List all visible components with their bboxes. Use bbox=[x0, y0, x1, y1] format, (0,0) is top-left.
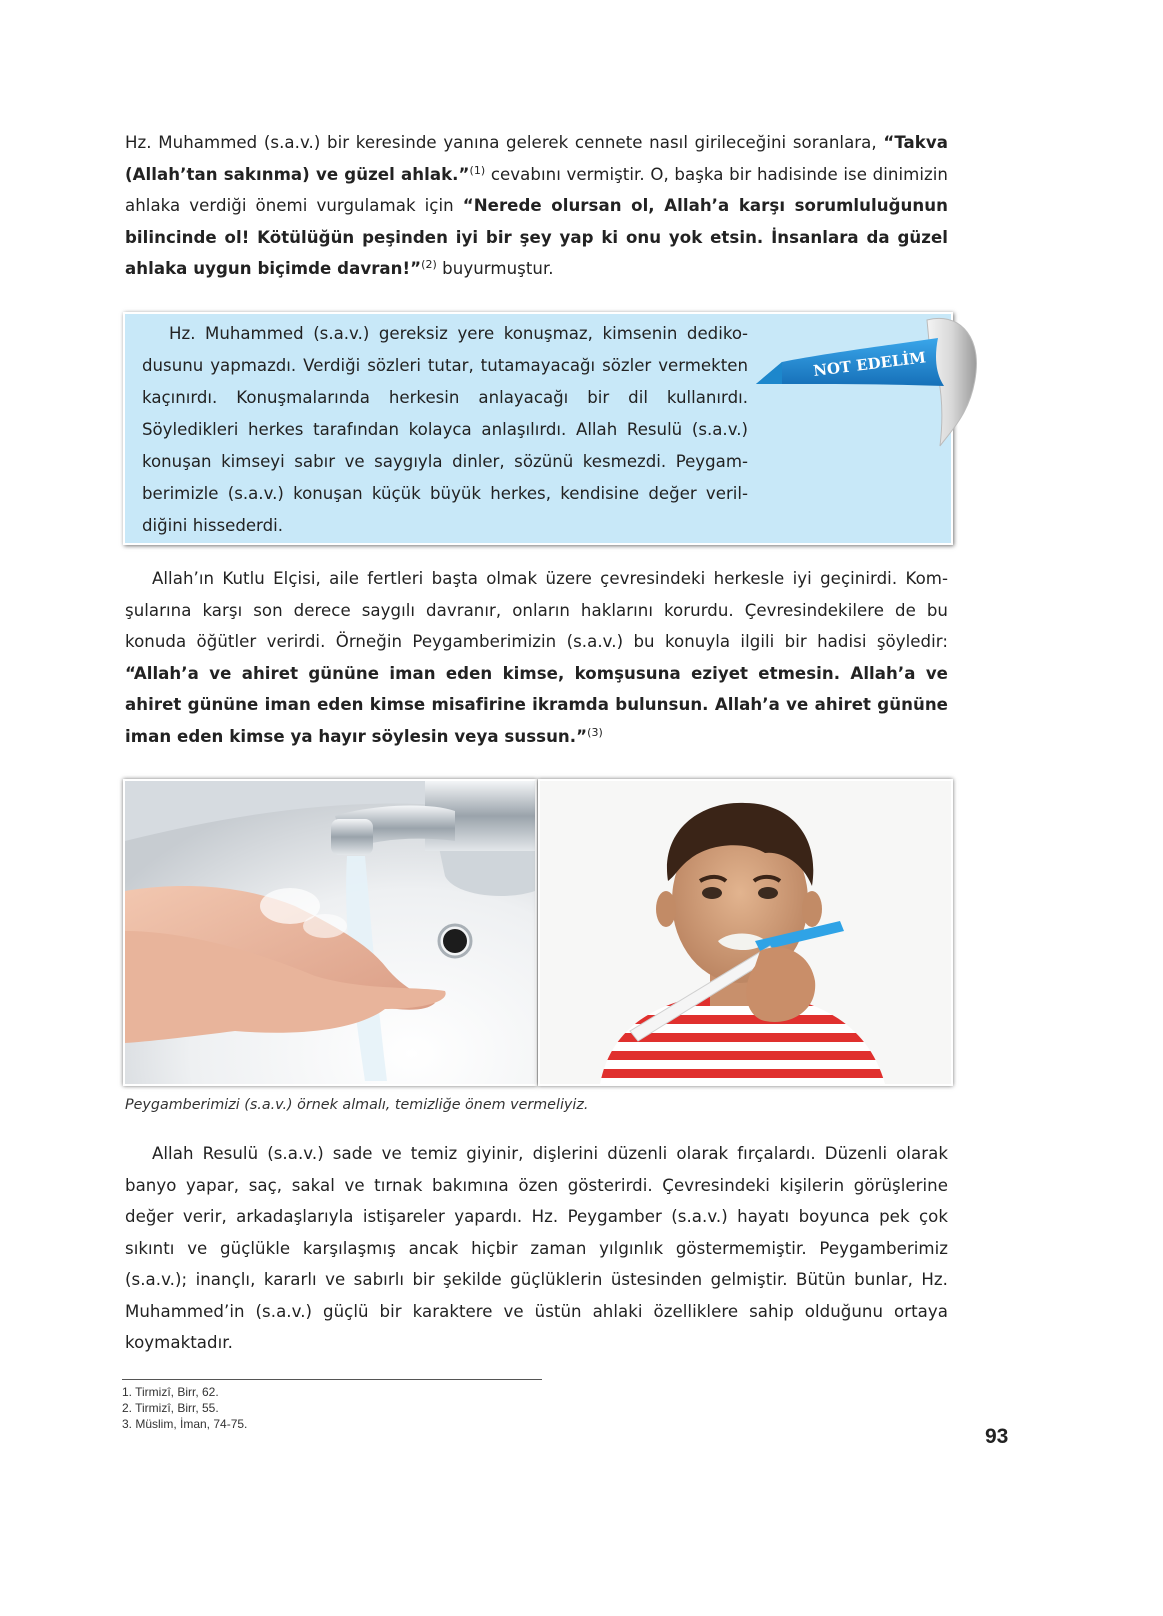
page-number: 93 bbox=[985, 1425, 1009, 1448]
footnote-ref-3: (3) bbox=[587, 725, 603, 739]
not-edelim-banner bbox=[752, 312, 982, 452]
p1-text-2: cevabını vermiştir. O, başka bir hadisinde ise dinimizin ahlaka verdiği önemi vurgulamak için bbox=[125, 164, 948, 215]
paragraph-2 bbox=[125, 563, 948, 752]
p1-text-3: buyurmuştur. bbox=[436, 259, 554, 278]
footnote-ref-1: (1) bbox=[469, 163, 486, 177]
photo-caption: Peygamberimizi (s.a.v.) örnek almalı, temizliğe önem vermeliyiz. bbox=[125, 1097, 589, 1113]
footnotes bbox=[122, 1384, 247, 1432]
footnote-2: 2. Tirmizî, Birr, 55. bbox=[122, 1401, 219, 1415]
note-text: Hz. Muhammed (s.a.v.) gereksiz yere konuşmaz, kimsenin dedikodusunu yapmazdı. Verdiği sözleri tutar, tutamayacağı sözler vermekten kaçınırdı. Konuşmalarında herkesin anlayacağı bir dil kullanırdı. Söyledikleri herkes tarafından kolayca anlaşılırdı. Allah Resulü (s.a.v.) konuşan kimseyi sabır ve saygıyla dinler, sözünü kesmezdi. Peygamberimizle (s.a.v.) konuşan küçük büyük herkes, kendisine değer verildiğini hissederdi. bbox=[142, 324, 748, 535]
paragraph-3: Allah Resulü (s.a.v.) sade ve temiz giyinir, dişlerini düzenli olarak fırçalardı. Düzenli olarak banyo yapar, saç, sakal ve tırnak bakımına özen gösterirdi. Çevresindeki kişilerin görüşlerine değer verir, arkadaşlarıyla istişareler yapardı. Hz. Peygamber (s.a.v.) hayatı boyunca pek çok sıkıntı ve güçlükle karşılaşmış ancak hiçbir zaman yılgınlık göstermemiştir. Peygamberimiz (s.a.v.); inançlı, kararlı ve sabırlı bir şekilde güçlüklerin üstesinden gelmiştir. Bütün bunlar, Hz. Muhammed’in (s.a.v.) güçlü bir karaktere ve üstün ahlaki özelliklere sahip olduğunu ortaya koymaktadır. bbox=[125, 1144, 948, 1352]
footnote-ref-2: (2) bbox=[421, 258, 437, 271]
boy-brushing-teeth-photo bbox=[538, 779, 953, 1086]
paragraph-1 bbox=[125, 127, 948, 285]
footnote-1: 1. Tirmizî, Birr, 62. bbox=[122, 1385, 219, 1399]
p2-quote-1: “Allah’a ve ahiret gününe iman eden kimse, komşusuna eziyet etmesin. Allah’a ve ahiret gününe iman eden kimse misafirine ikramda bulunsun. Allah’a ve ahiret gününe iman eden kimse ya hayır söylesin veya sussun.” bbox=[125, 663, 948, 746]
footnote-3: 3. Müslim, İman, 74-75. bbox=[122, 1417, 248, 1431]
hands-washing-photo bbox=[123, 779, 537, 1086]
p1-quote-1: “Takva (Allah’tan sakınma) ve güzel ahlak.” bbox=[125, 133, 948, 184]
footnote-divider bbox=[122, 1379, 542, 1380]
not-edelim-label: NOT EDELİM bbox=[812, 348, 927, 380]
p2-text-1: Allah’ın Kutlu Elçisi, aile fertleri başta olmak üzere çevresindeki herkesle iyi geçinirdi. Komşularına karşı son derece saygılı davranır, onların haklarını korurdu. Çevresindekilere de bu konuda öğütler verirdi. Örneğin Peygamberimizin (s.a.v.) bu konuyla ilgili bir hadisi şöyledir: bbox=[125, 569, 948, 651]
p1-quote-2: “Nerede olursan ol, Allah’a karşı sorumluluğunun bilincinde ol! Kötülüğün peşinden iyi bir şey yap ki onu yok etsin. İnsanlara da güzel ahlaka uygun biçimde davran!” bbox=[125, 196, 948, 278]
p1-text-1: Hz. Muhammed (s.a.v.) bir keresinde yanına gelerek cennete nasıl girileceğini soranlara, bbox=[125, 133, 884, 152]
